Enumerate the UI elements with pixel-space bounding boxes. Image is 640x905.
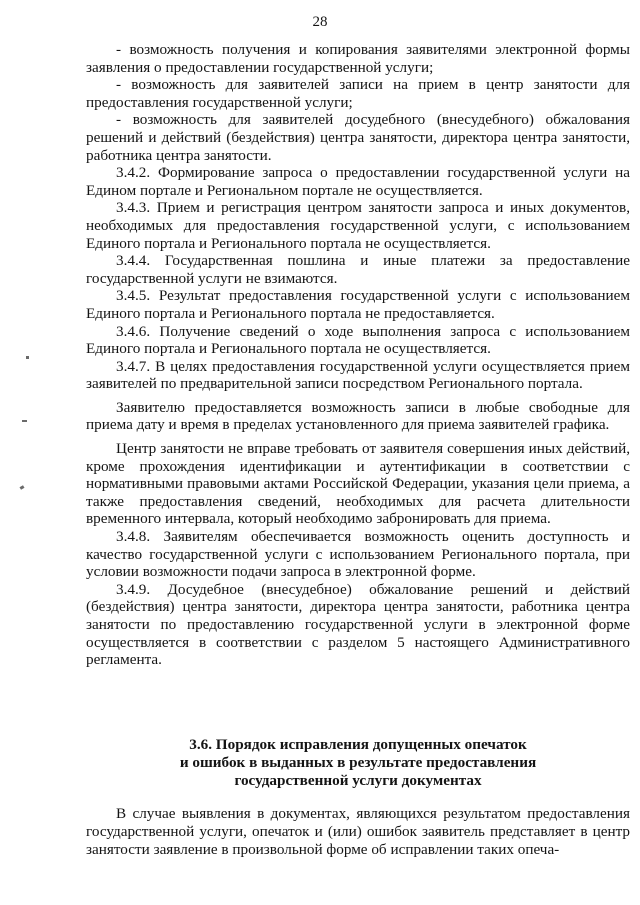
paragraph-3-4-7: 3.4.7. В целях предоставления государственной услуги осуществляется прием заявителей по предварительной записи посредством Регионального портала. <box>86 357 630 393</box>
paragraph-3-4-6: 3.4.6. Получение сведений о ходе выполнения запроса с использованием Единого портала и Регионального портала не осуществляется. <box>86 322 630 358</box>
paragraph-3-4-9: 3.4.9. Досудебное (внесудебное) обжалование решений и действий (бездействия) центра занятости, директора центра занятости, работника центра занятости по предоставлению государственной услуги в электронной форме осуществляется в соответствии с разделом 5 настоящего Административного регламента. <box>86 580 630 669</box>
paragraph-3-4-2: 3.4.2. Формирование запроса о предоставлении государственной услуги на Едином портале и Региональном портале не осуществляется. <box>86 164 630 199</box>
bullet-paragraph: - возможность получения и копирования заявителями электронной формы заявления о предоставлении государственной услуги; <box>86 41 630 76</box>
paragraph-3-4-8: 3.4.8. Заявителям обеспечивается возможность оценить доступность и качество государственной услуги с использованием Регионального портала, при условии возможности подачи запроса в электронной форме. <box>86 528 630 581</box>
paragraph-schedule: Заявителю предоставляется возможность записи в любые свободные для приема дату и время в пределах установленного для приема заявителей графика. <box>86 398 630 434</box>
paragraph-correction: В случае выявления в документах, являющихся результатом предоставления государственной услуги, опечаток и (или) ошибок заявитель представляет в центр занятости заявление в произвольной форме об исправлении таких опеча- <box>86 805 630 858</box>
scan-speck <box>20 485 25 490</box>
paragraph-3-4-3: 3.4.3. Прием и регистрация центром занятости запроса и иных документов, необходимых для предоставления государственной услуги, с использованием Единого портала и Регионального портала не осуществляется. <box>86 199 630 252</box>
section-heading <box>86 736 630 790</box>
paragraph-3-4-5: 3.4.5. Результат предоставления государственной услуги с использованием Единого портала и Регионального портала не предоставляется. <box>86 287 630 322</box>
section-heading-line: государственной услуги документах <box>234 772 482 789</box>
bullet-paragraph: - возможность для заявителей досудебного (внесудебного) обжалования решений и действий (бездействия) центра занятости, директора центра занятости, работника центра занятости. <box>86 111 630 164</box>
paragraph-requirements: Центр занятости не вправе требовать от заявителя совершения иных действий, кроме прохождения идентификации и аутентификации в соответствии с нормативными правовыми актами Российской Федерации, указания цели приема, а также предоставления сведений, необходимых для расчета длительности временного интервала, который необходимо забронировать для приема. <box>86 440 630 528</box>
scan-speck <box>22 420 27 422</box>
tail-text <box>86 805 630 859</box>
body-text <box>86 41 630 669</box>
paragraph-3-4-4: 3.4.4. Государственная пошлина и иные платежи за предоставление государственной услуги не взимаются. <box>86 252 630 287</box>
section-heading-line: и ошибок в выданных в результате предоставления <box>179 754 537 771</box>
bullet-paragraph: - возможность для заявителей записи на прием в центр занятости для предоставления государственной услуги; <box>86 76 630 111</box>
page-number: 28 <box>312 14 328 30</box>
scan-speck <box>26 356 29 359</box>
section-heading-line: 3.6. Порядок исправления допущенных опечаток <box>189 736 527 753</box>
